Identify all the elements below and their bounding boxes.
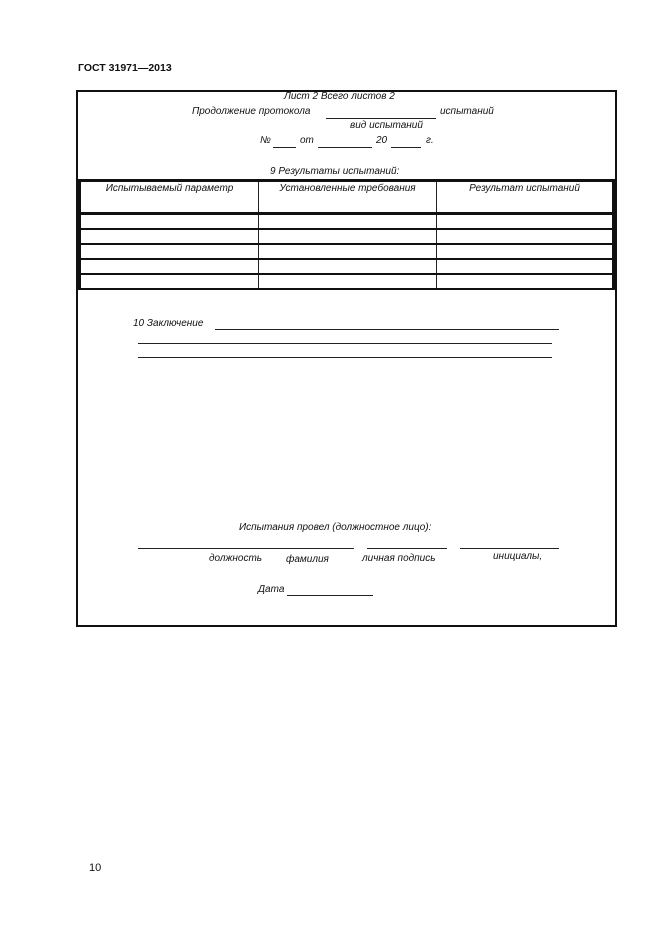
initials-caption: инициалы, <box>493 551 543 562</box>
number-line <box>273 147 296 148</box>
year-line <box>391 147 421 148</box>
table-cell <box>80 229 259 244</box>
column-header-result: Результат испытаний <box>437 181 614 214</box>
conclusion-line-3 <box>138 357 552 358</box>
date-label: Дата <box>258 584 285 595</box>
surname-caption: фамилия <box>286 554 329 565</box>
table-cell <box>80 274 259 289</box>
position-surname-line <box>138 548 354 549</box>
table-cell <box>437 229 614 244</box>
table-cell <box>259 229 437 244</box>
personal-signature-caption: личная подпись <box>362 553 436 564</box>
conclusion-line-1 <box>215 329 559 330</box>
table-cell <box>259 244 437 259</box>
table-cell <box>437 214 614 230</box>
sheet-line: Лист 2 Всего листов 2 <box>284 91 395 102</box>
column-header-requirements: Установленные требования <box>259 181 437 214</box>
table-cell <box>259 259 437 274</box>
year-suffix: г. <box>426 135 434 146</box>
position-caption: должность <box>209 553 263 564</box>
from-label: от <box>300 135 314 146</box>
table-row <box>80 244 614 259</box>
table-cell <box>80 244 259 259</box>
document-header: ГОСТ 31971—2013 <box>78 62 172 74</box>
test-type-hint: вид испытаний <box>350 120 423 131</box>
table-row <box>80 259 614 274</box>
continuation-label: Продолжение протокола <box>192 106 311 117</box>
table-row <box>80 274 614 289</box>
date-line <box>318 147 372 148</box>
table-cell <box>259 274 437 289</box>
column-header-parameter: Испытываемый параметр <box>80 181 259 214</box>
protocol-name-line <box>326 118 436 119</box>
signature-date-line <box>287 595 373 596</box>
table-cell <box>437 259 614 274</box>
conclusion-label: 10 Заключение <box>133 318 204 329</box>
table-row <box>80 214 614 230</box>
results-header-row <box>80 181 614 214</box>
continuation-suffix: испытаний <box>440 106 494 117</box>
conclusion-line-2 <box>138 343 552 344</box>
results-table <box>78 179 615 290</box>
results-title: 9 Результаты испытаний: <box>270 166 400 177</box>
table-cell <box>437 244 614 259</box>
year-label: 20 <box>376 135 388 146</box>
number-sign: № <box>260 135 271 146</box>
tester-title: Испытания провел (должностное лицо): <box>239 522 432 533</box>
table-row <box>80 229 614 244</box>
page-number: 10 <box>89 862 102 874</box>
table-cell <box>80 259 259 274</box>
table-cell <box>259 214 437 230</box>
initials-line <box>460 548 559 549</box>
signature-line <box>367 548 447 549</box>
table-cell <box>437 274 614 289</box>
table-cell <box>80 214 259 230</box>
